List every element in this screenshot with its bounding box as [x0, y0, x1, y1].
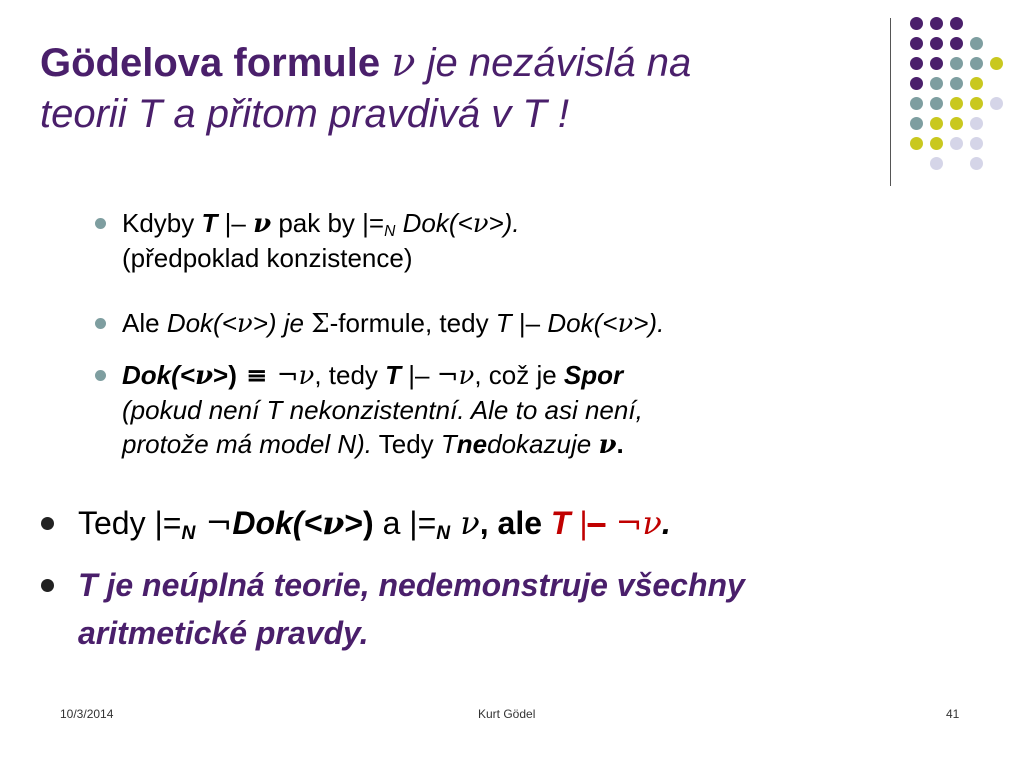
deco-dot	[910, 17, 923, 30]
deco-dot	[930, 117, 943, 130]
theory-T: T	[201, 208, 218, 238]
title-nu-symbol: ν	[391, 40, 416, 86]
text: .	[616, 429, 624, 459]
sub-bullet-1	[122, 206, 882, 275]
deco-dot	[970, 97, 983, 110]
title-italic-line1: je nezávislá na	[426, 41, 692, 85]
text: >).	[488, 208, 520, 238]
text: Kdyby	[122, 208, 202, 238]
footer-page-number: 41	[946, 707, 960, 721]
text: T je neúplná teorie, nedemonstruje všechny	[78, 567, 745, 603]
deco-dot	[930, 77, 943, 90]
text: |–	[217, 208, 254, 238]
text: Tedy	[371, 429, 441, 459]
deco-dot	[970, 57, 983, 70]
neg-symbol: ¬	[195, 504, 233, 542]
text: .	[661, 505, 671, 541]
nu-symbol: ν	[450, 504, 480, 542]
footer-date: 10/3/2014	[60, 707, 114, 721]
nu-symbol: ν	[472, 209, 489, 239]
deco-dot	[950, 77, 963, 90]
deco-dot	[950, 57, 963, 70]
deco-dot	[970, 157, 983, 170]
text: pak by |=	[271, 208, 385, 238]
title-bold: Gödelova formule	[40, 41, 381, 85]
deco-dot	[950, 37, 963, 50]
deco-dot	[970, 77, 983, 90]
title-italic-line2: teorii T a přitom pravdivá v T !	[40, 92, 570, 136]
text: , tedy	[314, 360, 386, 390]
dok-text: Dok(<	[395, 208, 473, 238]
deco-dot	[990, 57, 1003, 70]
deco-dot	[930, 97, 943, 110]
nu-symbol: ν	[236, 309, 253, 339]
deco-dot	[990, 97, 1003, 110]
not-provable-turnstile: –	[587, 505, 606, 541]
deco-dot	[910, 57, 923, 70]
subscript-N: N	[384, 222, 396, 240]
slide-title	[40, 38, 880, 140]
title-divider-line	[890, 18, 891, 186]
text: (předpoklad konzistence)	[122, 243, 413, 273]
deco-dot	[950, 97, 963, 110]
text: >)	[344, 505, 374, 541]
main-bullet-marker	[41, 579, 54, 592]
deco-dot	[910, 77, 923, 90]
deco-dot	[950, 117, 963, 130]
text: dokazuje	[487, 429, 599, 459]
deco-dot	[930, 17, 943, 30]
text: aritmetické pravdy.	[78, 615, 369, 651]
theory-T: T	[495, 308, 512, 338]
deco-dot	[970, 137, 983, 150]
text: |–	[511, 308, 548, 338]
deco-dot	[950, 137, 963, 150]
deco-dot	[910, 97, 923, 110]
theory-T: T	[440, 429, 457, 459]
deco-dot	[910, 37, 923, 50]
nu-symbol: ν	[598, 430, 617, 460]
main-bullet-marker	[41, 517, 54, 530]
sub-bullet-2	[122, 306, 882, 341]
text: >).	[633, 308, 665, 338]
text: Ale	[122, 308, 167, 338]
main-bullet-1	[78, 499, 671, 547]
deco-dot	[930, 137, 943, 150]
dok-text: Dok(<	[166, 308, 237, 338]
sigma-symbol: Σ	[311, 309, 330, 339]
text: protože má model N).	[122, 429, 372, 459]
main-bullet-2	[78, 561, 745, 657]
nu-symbol: ν	[253, 209, 272, 239]
text: , což je	[474, 360, 564, 390]
spor-text: Spor	[563, 360, 624, 390]
nu-symbol: ν	[322, 504, 345, 542]
not-provable-bar: |	[570, 505, 588, 541]
deco-dot	[970, 117, 983, 130]
nu-symbol: ν	[194, 361, 214, 391]
text: Tedy |=	[78, 505, 182, 541]
neg-nu-symbol: ¬ν	[276, 361, 315, 391]
text: |–	[401, 360, 437, 390]
text: , ale	[479, 505, 551, 541]
theory-T: T	[550, 505, 571, 541]
subscript-N: N	[436, 522, 451, 544]
text: -formule, tedy	[329, 308, 496, 338]
deco-dot	[950, 17, 963, 30]
deco-dot	[930, 37, 943, 50]
deco-dot	[970, 37, 983, 50]
sub-bullet-3	[122, 358, 882, 462]
equiv-symbol: ≡	[236, 361, 277, 391]
theory-T: T	[385, 360, 402, 390]
text: >) je	[252, 308, 312, 338]
subscript-N: N	[181, 522, 196, 544]
nu-symbol: ν	[617, 309, 634, 339]
text: (pokud není T nekonzistentní. Ale to asi není,	[122, 395, 643, 425]
text: a |=	[373, 505, 437, 541]
deco-dot	[910, 137, 923, 150]
sub-bullet-marker	[95, 218, 106, 229]
dok-text: Dok(<	[122, 360, 195, 390]
neg-nu-symbol: ¬ν	[436, 361, 475, 391]
deco-dot	[930, 157, 943, 170]
sub-bullet-marker	[95, 370, 106, 381]
neg-nu-symbol: ¬ν	[605, 504, 662, 542]
deco-dot	[930, 57, 943, 70]
text: >)	[213, 360, 237, 390]
ne-text: ne	[456, 429, 488, 459]
sub-bullet-marker	[95, 318, 106, 329]
footer-title: Kurt Gödel	[478, 707, 536, 721]
dok-text: Dok(<	[547, 308, 618, 338]
dok-text: Dok(<	[232, 505, 323, 541]
deco-dot	[910, 117, 923, 130]
